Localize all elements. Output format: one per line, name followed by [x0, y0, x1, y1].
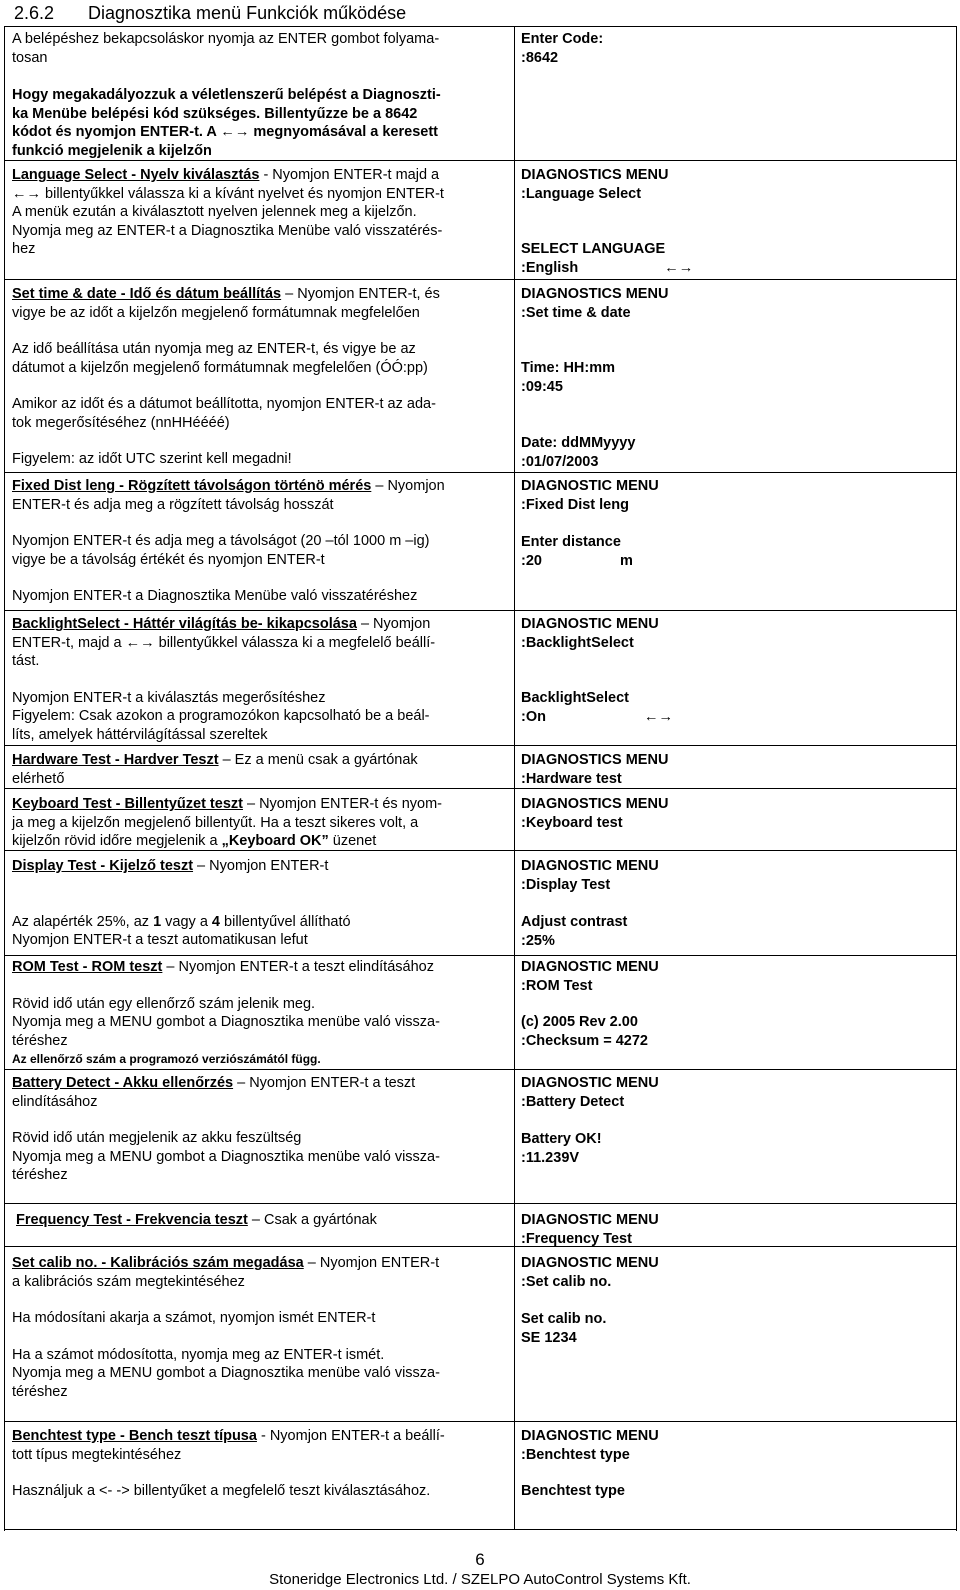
- text-line: A menük ezután a kiválasztott nyelven jelennek meg a kijelzőn.: [12, 204, 417, 220]
- lcd-line: :25%: [521, 932, 555, 949]
- lcd-line: Date: ddMMyyyy: [521, 435, 636, 451]
- lcd-line: :01/07/2003: [521, 453, 599, 470]
- text-line: Rövid idő után egy ellenőrző szám jelenik meg.: [12, 995, 316, 1012]
- lcd-line: :BacklightSelect: [521, 634, 634, 651]
- text-line: elérhető: [12, 770, 65, 787]
- text-line: vigye be a távolság értékét és nyomjon ENTER-t: [12, 551, 325, 568]
- lcd-line: :Set time & date: [521, 304, 631, 321]
- page-number: 6: [475, 1550, 485, 1569]
- note-line: Az ellenőrző szám a programozó verziószámától függ.: [12, 1052, 321, 1066]
- text-line: Nyomjon ENTER-t a teszt automatikusan lefut: [12, 932, 308, 948]
- lcd-display: [521, 166, 951, 203]
- backlight-description: BacklightSelect - Háttér világítás be- kikapcsolása – Nyomjon ENTER-t, majd a ←→ billentyűkkel válassza ki a megfelelő beállí- tást. Nyomjon ENTER-t a kiválasztás megerősítéshez Figyelem: Csak azokon a programozókon kapcsolható be a beál- líts, amelyek háttérvilágítással szereltek: [12, 615, 506, 744]
- text-line: Ha módosítani akarja a számot, nyomjon ismét ENTER-t: [12, 1310, 376, 1326]
- lcd-line: Enter Code:: [521, 31, 604, 47]
- row-divider: [4, 279, 956, 280]
- row-divider: [4, 1203, 956, 1204]
- text-line: tosan: [12, 49, 48, 66]
- lcd-display: [521, 795, 951, 832]
- lcd-display: [521, 913, 951, 950]
- lcd-line: DIAGNOSTICS MENU: [521, 167, 669, 183]
- text-line: ka Menübe belépési kód szükséges. Billentyűzze be a 8642: [12, 105, 418, 122]
- lcd-display: [521, 1130, 951, 1167]
- text-line: Nyomja meg a MENU gombot a Diagnosztika menübe való vissza-: [12, 1365, 440, 1381]
- text-line: a kalibrációs szám megtekintéséhez: [12, 1273, 245, 1290]
- text-line: Figyelem: az időt UTC szerint kell megadni!: [12, 451, 292, 467]
- row-divider: [4, 745, 956, 746]
- access-code-description: [12, 86, 506, 160]
- text-line: tott típus megtekintéséhez: [12, 1446, 182, 1463]
- section-heading: [14, 2, 406, 24]
- lcd-line: Adjust contrast: [521, 914, 628, 930]
- lcd-line: :Battery Detect: [521, 1093, 625, 1110]
- lcd-line: DIAGNOSTIC MENU: [521, 478, 659, 494]
- text-line: ja meg a kijelzőn megjelenő billentyűt. Ha a teszt sikeres volt, a: [12, 814, 419, 831]
- row-divider: [4, 955, 956, 956]
- display-test-description: Display Test - Kijelző teszt – Nyomjon ENTER-t Az alapérték 25%, az 1 vagy a 4 billentyűvel állítható Nyomjon ENTER-t a teszt automatikusan lefut: [12, 857, 506, 950]
- lcd-line: :On ←→: [521, 708, 673, 725]
- lcd-display: [521, 1013, 951, 1050]
- row-divider: [4, 1529, 956, 1530]
- set-calib-description: Set calib no. - Kalibrációs szám megadása – Nyomjon ENTER-t a kalibrációs szám megtekintéséhez Ha módosítani akarja a számot, nyomjon ismét ENTER-t Ha a számot módosította, nyomja meg az ENTER-t ismét. Nyomja meg a MENU gombot a Diagnosztika menübe való vissza- téréshez: [12, 1254, 506, 1401]
- text-line: kódot és nyomjon ENTER-t. A ←→ megnyomásával a keresett: [12, 124, 438, 140]
- battery-detect-description: Battery Detect - Akku ellenőrzés – Nyomjon ENTER-t a teszt elindításához Rövid idő után megjelenik az akku feszültség Nyomja meg a MENU gombot a Diagnosztika menübe való vissza- téréshez: [12, 1074, 506, 1185]
- function-title: Set time & date - Idő és dátum beállítás: [12, 286, 282, 302]
- lcd-line: Set calib no.: [521, 1311, 607, 1327]
- text-line: A belépéshez bekapcsoláskor nyomja az ENTER gombot folyama-: [12, 31, 440, 47]
- lcd-display: [521, 958, 951, 995]
- function-title: Benchtest type - Bench teszt típusa: [12, 1428, 257, 1444]
- function-title: Set calib no. - Kalibrációs szám megadása: [12, 1255, 304, 1271]
- arrow-keys-icon: ←→: [12, 185, 41, 202]
- lcd-line: :ROM Test: [521, 977, 593, 994]
- lcd-display: [521, 359, 951, 396]
- section-title: Diagnosztika menü Funkciók működése: [88, 3, 407, 23]
- text-line: Ha a számot módosította, nyomja meg az ENTER-t ismét.: [12, 1346, 385, 1363]
- text-line: ENTER-t és adja meg a rögzített távolság hosszát: [12, 496, 334, 513]
- lcd-line: BacklightSelect: [521, 690, 629, 706]
- lcd-line: DIAGNOSTIC MENU: [521, 1428, 659, 1444]
- function-title: Hardware Test - Hardver Teszt: [12, 752, 219, 768]
- text-line: Nyomja meg a MENU gombot a Diagnosztika menübe való vissza-: [12, 1148, 440, 1165]
- text-line: Nyomjon ENTER-t a Diagnosztika Menübe való visszatéréshez: [12, 588, 418, 604]
- lcd-display: [521, 857, 951, 894]
- lcd-display: [521, 434, 951, 471]
- lcd-line: SELECT LANGUAGE: [521, 241, 666, 257]
- lcd-line: DIAGNOSTIC MENU: [521, 1212, 659, 1228]
- lcd-line: :Fixed Dist leng: [521, 496, 629, 513]
- text-line: funkció megjelenik a kijelzőn: [12, 142, 212, 159]
- set-time-description: Set time & date - Idő és dátum beállítás – Nyomjon ENTER-t, és vigye be az időt a kijelzőn megjelenő formátumnak megfelelően Az idő beállítása után nyomja meg az ENTER-t, és vigye be az dátumot a kijelzőn megjelenő formátumnak megfelelően (ÓÓ:pp) Amikor az időt és a dátumot beállította, nyomjon ENTER-t az ada- tok megerősítéséhez (nnHHéééé) Figyelem: az időt UTC szerint kell megadni!: [12, 285, 506, 469]
- lcd-display: [521, 240, 951, 277]
- function-title: Display Test - Kijelző teszt: [12, 858, 194, 874]
- row-divider: [4, 160, 956, 161]
- lcd-display: [521, 1310, 951, 1347]
- text-line: Nyomjon ENTER-t a kiválasztás megerősítéshez: [12, 689, 326, 706]
- lcd-display: [521, 285, 951, 322]
- function-title: Frequency Test - Frekvencia teszt: [16, 1212, 248, 1228]
- lcd-line: DIAGNOSTIC MENU: [521, 1255, 659, 1271]
- function-title: ROM Test - ROM teszt: [12, 959, 163, 975]
- lcd-display: [521, 1074, 951, 1111]
- lcd-display: [521, 1427, 951, 1501]
- text-line: Rövid idő után megjelenik az akku feszültség: [12, 1130, 302, 1146]
- section-number: 2.6.2: [14, 3, 55, 23]
- lcd-line: Enter distance: [521, 534, 621, 550]
- function-title: Language Select - Nyelv kiválasztás: [12, 167, 260, 183]
- keyboard-test-description: Keyboard Test - Billentyűzet teszt – Nyomjon ENTER-t és nyom- ja meg a kijelzőn megjelenő billentyűt. Ha a teszt sikeres volt, a kijelzőn rövid időre megjelenik a „Keyboard OK” üzenet: [12, 795, 506, 851]
- text-line: téréshez: [12, 1383, 68, 1400]
- text-line: tást.: [12, 653, 40, 669]
- lcd-line: Benchtest type: [521, 1483, 625, 1499]
- rom-test-description: ROM Test - ROM teszt – Nyomjon ENTER-t a teszt elindításához Rövid idő után egy ellenőrző szám jelenik meg. Nyomja meg a MENU gombot a Diagnosztika menübe való vissza- téréshez Az ellenőrző szám a programozó verziószámától függ.: [12, 958, 506, 1069]
- lcd-line: :Hardware test: [521, 770, 622, 787]
- entry-description: [12, 30, 506, 67]
- function-title: Keyboard Test - Billentyűzet teszt: [12, 796, 243, 812]
- text-line: hez: [12, 241, 36, 257]
- frequency-test-description: Frequency Test - Frekvencia teszt – Csak a gyártónak: [16, 1212, 377, 1228]
- lcd-line: :Frequency Test: [521, 1230, 632, 1247]
- fixed-dist-description: Fixed Dist leng - Rögzített távolságon történö mérés – Nyomjon ENTER-t és adja meg a rögzített távolság hosszát Nyomjon ENTER-t és adja meg a távolságot (20 –tól 1000 m –ig) vigye be a távolság értékét és nyomjon ENTER-t Nyomjon ENTER-t a Diagnosztika Menübe való visszatéréshez: [12, 477, 506, 606]
- lcd-line: DIAGNOSTIC MENU: [521, 858, 659, 874]
- arrow-keys-icon: ←→: [125, 634, 155, 651]
- lcd-line: :Checksum = 4272: [521, 1032, 648, 1049]
- language-select-description: Language Select - Nyelv kiválasztás - Nyomjon ENTER-t majd a ←→ billentyűkkel válassza ki a kívánt nyelvet és nyomjon ENTER-t A menük ezután a kiválasztott nyelven jelennek meg a kijelzőn. Nyomja meg az ENTER-t a Diagnosztika Menübe való visszatérés- hez: [12, 166, 506, 259]
- lcd-line: (c) 2005 Rev 2.00: [521, 1014, 638, 1030]
- benchtest-description: Benchtest type - Bench teszt típusa - Nyomjon ENTER-t a beállí- tott típus megtekintéséhez Használjuk a <- -> billentyűket a megfelelő teszt kiválasztásához.: [12, 1427, 506, 1501]
- text-line: Használjuk a <- -> billentyűket a megfelelő teszt kiválasztásához.: [12, 1483, 431, 1499]
- function-title: BacklightSelect - Háttér világítás be- kikapcsolása: [12, 616, 357, 632]
- lcd-line: DIAGNOSTIC MENU: [521, 959, 659, 975]
- hardware-test-description: Hardware Test - Hardver Teszt – Ez a menü csak a gyártónak elérhető: [12, 751, 506, 788]
- lcd-line: :20 m: [521, 552, 633, 569]
- text-line: téréshez: [12, 1167, 68, 1183]
- lcd-line: :8642: [521, 49, 559, 66]
- lcd-line: DIAGNOSTICS MENU: [521, 752, 669, 768]
- lcd-line: :11.239V: [521, 1149, 580, 1166]
- text-line: Nyomja meg a MENU gombot a Diagnosztika menübe való vissza-: [12, 1014, 440, 1030]
- text-line: tok megerősítéséhez (nnHHéééé): [12, 414, 230, 431]
- row-divider: [4, 788, 956, 789]
- lcd-line: :Keyboard test: [521, 814, 623, 831]
- text-line: Amikor az időt és a dátumot beállította, nyomjon ENTER-t az ada-: [12, 396, 436, 412]
- lcd-line: :09:45: [521, 378, 563, 395]
- lcd-display: [521, 533, 951, 570]
- lcd-display: [521, 751, 951, 788]
- column-divider: [514, 26, 515, 1530]
- text-line: Figyelem: Csak azokon a programozókon kapcsolható be a beál-: [12, 708, 430, 724]
- row-divider: [4, 472, 956, 473]
- lcd-display: [521, 1211, 951, 1248]
- text-line: Nyomjon ENTER-t és adja meg a távolságot (20 –tól 1000 m –ig): [12, 533, 430, 549]
- text-line: vigye be az időt a kijelzőn megjelenő formátumnak megfelelően: [12, 304, 420, 321]
- lcd-display: [521, 477, 951, 514]
- lcd-line: :Language Select: [521, 185, 642, 202]
- lcd-line: :Benchtest type: [521, 1446, 630, 1463]
- text-line: dátumot a kijelzőn megjelenő formátumnak megfelelően (ÓÓ:pp): [12, 359, 428, 376]
- lcd-line: :English ←→: [521, 259, 694, 276]
- lcd-line: DIAGNOSTIC MENU: [521, 1075, 659, 1091]
- arrow-keys-icon: ←→: [643, 708, 673, 725]
- row-divider: [4, 1421, 956, 1422]
- lcd-line: :Display Test: [521, 876, 611, 893]
- text-line: Az idő beállítása után nyomja meg az ENTER-t, és vigye be az: [12, 341, 416, 357]
- text-line: elindításához: [12, 1093, 98, 1110]
- text-line: líts, amelyek háttérvilágítással szereltek: [12, 726, 268, 743]
- lcd-display: [521, 30, 951, 67]
- lcd-line: Battery OK!: [521, 1131, 602, 1147]
- function-title: Battery Detect - Akku ellenőrzés: [12, 1075, 234, 1091]
- text-line: téréshez: [12, 1032, 68, 1049]
- arrow-keys-icon: ←→: [220, 124, 250, 140]
- row-divider: [4, 610, 956, 611]
- text-line: Nyomja meg az ENTER-t a Diagnosztika Menübe való visszatérés-: [12, 222, 443, 239]
- lcd-display: [521, 1254, 951, 1291]
- lcd-line: DIAGNOSTICS MENU: [521, 796, 669, 812]
- lcd-display: [521, 689, 951, 726]
- lcd-line: SE 1234: [521, 1329, 577, 1346]
- lcd-display: [521, 615, 951, 652]
- lcd-line: Time: HH:mm: [521, 360, 615, 376]
- function-title: Fixed Dist leng - Rögzített távolságon történö mérés: [12, 478, 372, 494]
- lcd-line: DIAGNOSTICS MENU: [521, 286, 669, 302]
- footer-company: Stoneridge Electronics Ltd. / SZELPO AutoControl Systems Kft.: [269, 1571, 691, 1588]
- row-divider: [4, 1069, 956, 1070]
- lcd-line: :Set calib no.: [521, 1273, 612, 1290]
- lcd-line: DIAGNOSTIC MENU: [521, 616, 659, 632]
- arrow-keys-icon: ←→: [664, 259, 694, 276]
- text-line: Hogy megakadályozzuk a véletlenszerű belépést a Diagnoszti-: [12, 87, 441, 103]
